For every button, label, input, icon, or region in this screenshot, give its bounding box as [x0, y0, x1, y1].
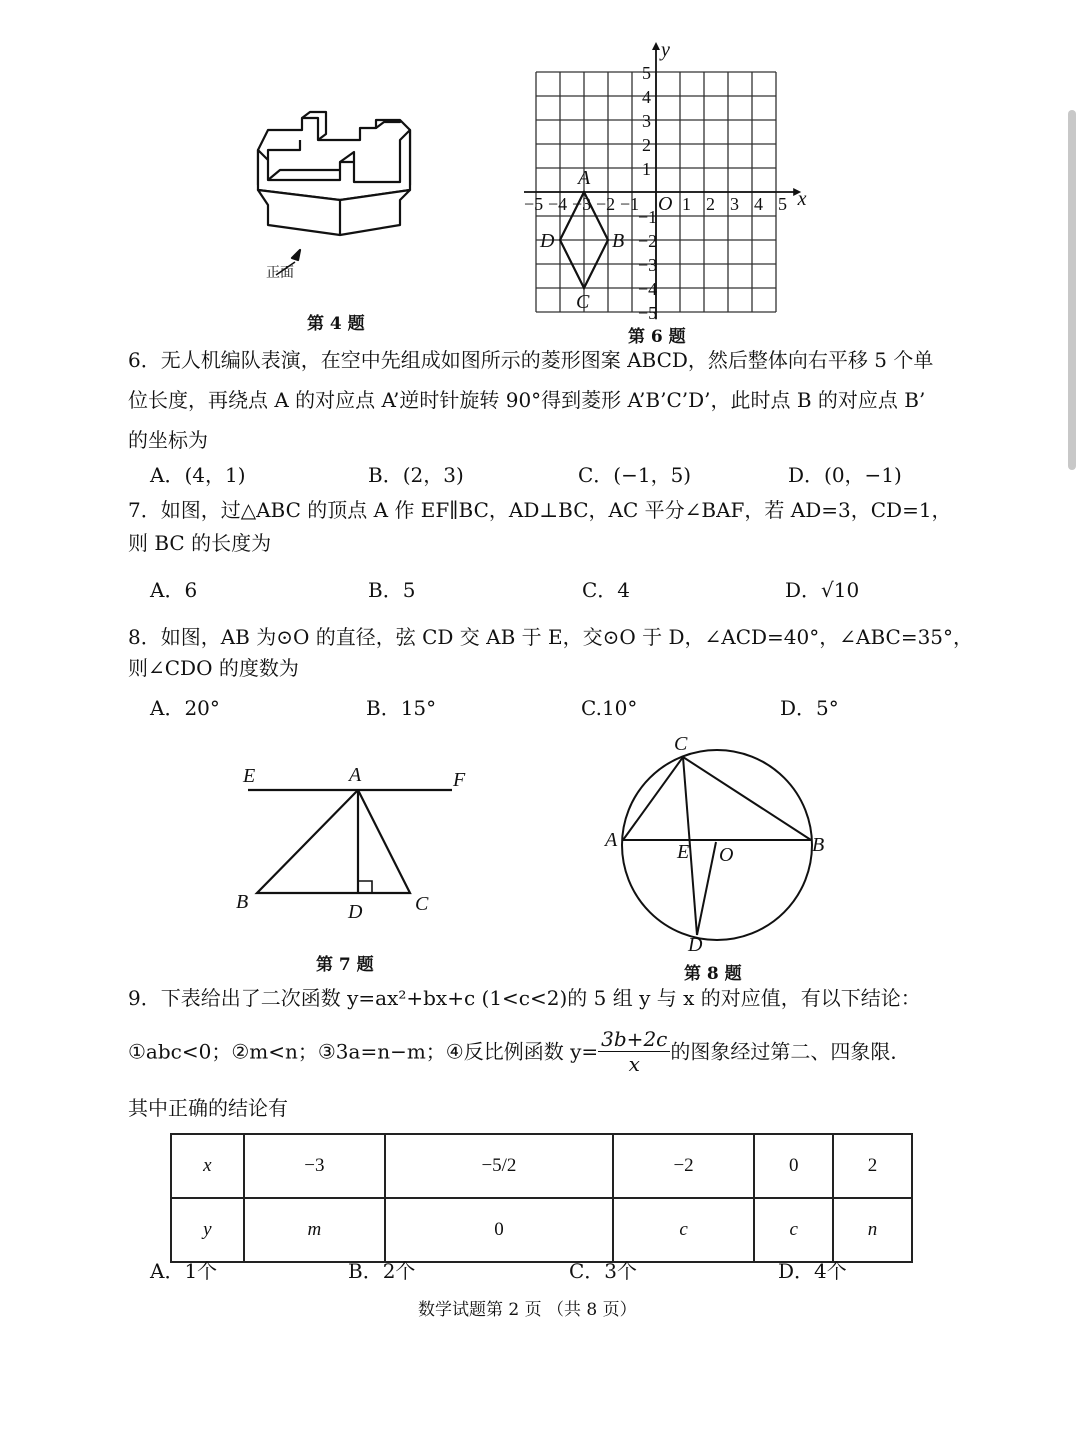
label-A: A [605, 829, 618, 851]
q6-option-b: B．(2，3) [368, 463, 464, 487]
q9-option-b: B．2个 [348, 1259, 416, 1283]
q9-text-line1: 9．下表给出了二次函数 y=ax²+bx+c (1<c<2)的 5 组 y 与 x 的对应值，有以下结论： [128, 986, 921, 1010]
x-tick-label: −2 [596, 194, 616, 214]
q7-option-c: C．4 [582, 578, 631, 602]
x-tick-label: −5 [524, 194, 544, 214]
q6-text-line2: 位长度，再绕点 A 的对应点 A’逆时针旋转 90°得到菱形 A’B’C’D’，此时点 B 的对应点 B’ [128, 388, 926, 412]
table-cell: m [244, 1198, 385, 1262]
x-tick-label: 5 [778, 194, 787, 214]
y-tick-label: −2 [638, 231, 658, 251]
point-label-D: D [540, 230, 555, 252]
page-footer: 数学试题第 2 页 （共 8 页） [418, 1300, 637, 1320]
label-A: A [349, 764, 362, 786]
x-tick-label: 2 [706, 194, 715, 214]
y-tick-label: 4 [642, 87, 651, 107]
y-tick-label: 2 [642, 135, 651, 155]
table-cell: c [613, 1198, 754, 1262]
q6-text-line3: 的坐标为 [128, 428, 208, 452]
q9-conclusions: ①abc<0；②m<n；③3a=n−m；④反比例函数 y= [128, 1039, 599, 1064]
y-axis-label: y [661, 39, 670, 61]
table-cell: −2 [613, 1134, 754, 1198]
table-cell: x [171, 1134, 244, 1198]
q9-option-c: C．3个 [569, 1259, 638, 1283]
q7-option-a: A．6 [150, 578, 198, 602]
table-cell: 0 [385, 1198, 613, 1262]
q7-text-line2: 则 BC 的长度为 [128, 531, 272, 555]
q6-option-c: C．(−1，5) [578, 463, 692, 487]
table-cell: 0 [754, 1134, 833, 1198]
figure-q6-caption: 第 6 题 [628, 327, 686, 347]
q9-text-line2 [128, 1027, 910, 1076]
q6-option-a: A．(4，1) [150, 463, 246, 487]
label-D: D [688, 934, 703, 956]
point-label-A: A [578, 167, 591, 189]
label-E: E [243, 765, 256, 787]
q8-option-d: D．5° [780, 696, 839, 720]
y-tick-label: 5 [642, 63, 651, 83]
y-tick-label: −5 [638, 303, 658, 323]
q6-option-d: D．(0，−1) [788, 463, 902, 487]
table-row-y [171, 1198, 912, 1262]
x-tick-label: −3 [572, 194, 592, 214]
y-tick-label: 1 [642, 159, 651, 179]
point-label-C: C [576, 291, 590, 313]
table-cell: −3 [244, 1134, 385, 1198]
fraction-denominator: x [628, 1052, 640, 1076]
fraction-numerator: 3b+2c [598, 1027, 670, 1052]
q8-option-c: C.10° [581, 696, 638, 720]
table-cell: −5/2 [385, 1134, 613, 1198]
origin-label: O [658, 193, 673, 215]
x-axis-label: x [797, 188, 807, 210]
label-O: O [719, 844, 734, 866]
q9-value-table [170, 1133, 913, 1263]
q9-option-a: A．1个 [150, 1259, 218, 1283]
q7-option-d: D．√10 [785, 578, 860, 602]
figure-q7-caption: 第 7 题 [316, 955, 374, 975]
q8-option-b: B．15° [366, 696, 437, 720]
table-cell: 2 [833, 1134, 912, 1198]
label-B: B [236, 891, 249, 913]
q7-option-b: B．5 [368, 578, 416, 602]
table-cell: n [833, 1198, 912, 1262]
table-cell: y [171, 1198, 244, 1262]
point-label-B: B [612, 230, 625, 252]
label-C: C [415, 893, 429, 915]
label-D: D [348, 901, 363, 923]
x-tick-label: 4 [754, 194, 763, 214]
q9-text-line3: 其中正确的结论有 [128, 1096, 288, 1120]
label-C: C [674, 733, 688, 755]
front-label: 正面 [266, 265, 294, 281]
figure-q8-caption: 第 8 题 [684, 964, 742, 984]
q9-conclusions-end: 的图象经过第二、四象限． [670, 1039, 911, 1064]
q9-option-d: D．4个 [778, 1259, 847, 1283]
label-F: F [453, 769, 466, 791]
x-tick-label: 3 [730, 194, 739, 214]
x-tick-label: −1 [620, 194, 640, 214]
y-tick-label: −1 [638, 207, 658, 227]
x-tick-label: −4 [548, 194, 568, 214]
label-B: B [812, 834, 825, 856]
figure-q4-caption: 第 4 题 [307, 314, 365, 334]
q8-text-line2: 则∠CDO 的度数为 [128, 656, 299, 680]
label-E: E [677, 841, 690, 863]
q8-option-a: A．20° [150, 696, 220, 720]
y-tick-label: −4 [638, 279, 658, 299]
table-cell: c [754, 1198, 833, 1262]
q6-text-line1: 6．无人机编队表演，在空中先组成如图所示的菱形图案 ABCD，然后整体向右平移 5 个单 [128, 348, 934, 372]
scrollbar[interactable] [1068, 110, 1076, 470]
y-tick-label: −3 [638, 255, 658, 275]
q8-text-line1: 8．如图，AB 为⊙O 的直径，弦 CD 交 AB 于 E，交⊙O 于 D，∠ACD=40°，∠ABC=35°， [128, 625, 974, 649]
table-row-x [171, 1134, 912, 1198]
y-tick-label: 3 [642, 111, 651, 131]
q7-text-line1: 7．如图，过△ABC 的顶点 A 作 EF∥BC，AD⊥BC，AC 平分∠BAF，若 AD=3，CD=1， [128, 498, 952, 522]
q9-fraction [598, 1027, 670, 1076]
x-tick-label: 1 [682, 194, 691, 214]
